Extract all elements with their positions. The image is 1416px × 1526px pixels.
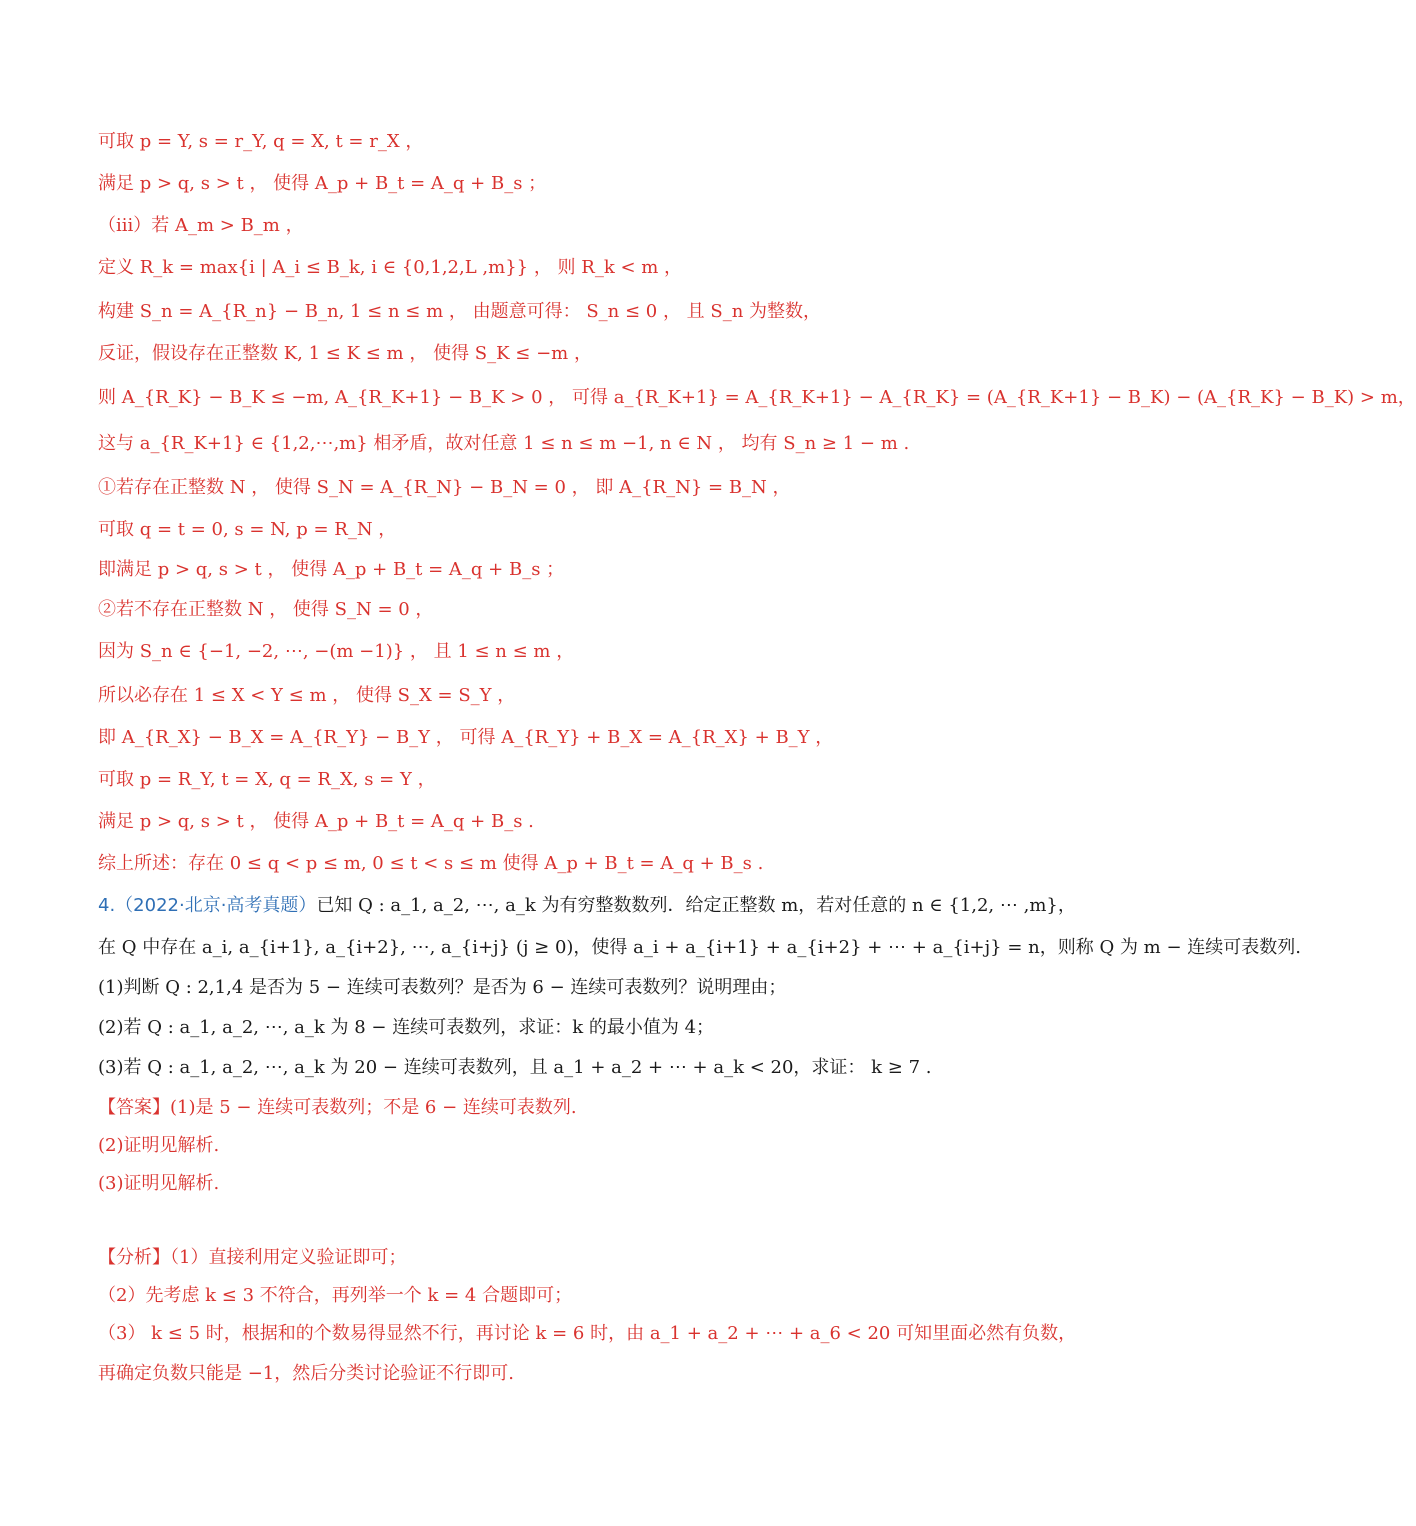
answer-line-3: (3)证明见解析. [98, 1173, 220, 1194]
solution-line-11: 即满足 p > q, s > t ， 使得 A_p + B_t = A_q + B_s ； [98, 559, 565, 580]
solution-line-7: 则 A_{R_K} − B_K ≤ −m, A_{R_K+1} − B_K > 0 ， 可得 a_{R_K+1} = A_{R_K+1} − A_{R_K} = (A_{R_K+1} − B_K) − (A_{R_K} − B_K) > m， [98, 387, 1416, 408]
solution-line-6: 反证，假设存在正整数 K, 1 ≤ K ≤ m ， 使得 S_K ≤ −m ， [98, 343, 592, 364]
problem-stem-line-2: 在 Q 中存在 a_i, a_{i+1}, a_{i+2}, ⋯, a_{i+j} (j ≥ 0)，使得 a_i + a_{i+1} + a_{i+2} + ⋯ + a_{i+j} = n，则称 Q 为 m − 连续可表数列. [98, 937, 1301, 958]
solution-line-13: 因为 S_n ∈ {−1, −2, ⋯, −(m −1)} ， 且 1 ≤ n ≤ m ， [98, 641, 575, 662]
solution-line-5: 构建 S_n = A_{R_n} − B_n, 1 ≤ n ≤ m ， 由题意可得： S_n ≤ 0 ， 且 S_n 为整数， [98, 301, 822, 322]
analysis-line-3: （3） k ≤ 5 时，根据和的个数易得显然不行，再讨论 k = 6 时，由 a_1 + a_2 + ⋯ + a_6 < 20 可知里面必然有负数， [98, 1323, 1077, 1344]
solution-line-14: 所以必存在 1 ≤ X < Y ≤ m ， 使得 S_X = S_Y ， [98, 685, 516, 706]
solution-line-16: 可取 p = R_Y, t = X, q = R_X, s = Y ， [98, 769, 436, 790]
solution-line-15: 即 A_{R_X} − B_X = A_{R_Y} − B_Y ， 可得 A_{R_Y} + B_X = A_{R_X} + B_Y ， [98, 727, 834, 748]
problem-stem-text-1: 已知 Q : a_1, a_2, ⋯, a_k 为有穷整数数列．给定正整数 m，若对任意的 n ∈ {1,2, ⋯ ,m}， [316, 895, 1076, 916]
answer-line-2: (2)证明见解析. [98, 1135, 220, 1156]
solution-line-8: 这与 a_{R_K+1} ∈ {1,2,⋯,m} 相矛盾，故对任意 1 ≤ n ≤ m −1, n ∈ N ， 均有 S_n ≥ 1 − m . [98, 433, 910, 454]
problem-question-2: (2)若 Q : a_1, a_2, ⋯, a_k 为 8 − 连续可表数列，求证：k 的最小值为 4； [98, 1017, 715, 1038]
problem-question-1: (1)判断 Q : 2,1,4 是否为 5 − 连续可表数列？是否为 6 − 连续可表数列？说明理由； [98, 977, 787, 998]
analysis-line-1: 【分析】（1）直接利用定义验证即可； [98, 1247, 407, 1268]
solution-line-17: 满足 p > q, s > t ， 使得 A_p + B_t = A_q + B_s . [98, 811, 534, 832]
analysis-line-4: 再确定负数只能是 −1，然后分类讨论验证不行即可. [98, 1363, 514, 1384]
answer-line-1: 【答案】(1)是 5 − 连续可表数列；不是 6 − 连续可表数列. [98, 1097, 577, 1118]
solution-line-12: ②若不存在正整数 N ， 使得 S_N = 0 ， [98, 599, 434, 620]
solution-line-9: ①若存在正整数 N ， 使得 S_N = A_{R_N} − B_N = 0 ， 即 A_{R_N} = B_N ， [98, 477, 791, 498]
problem-question-3: (3)若 Q : a_1, a_2, ⋯, a_k 为 20 − 连续可表数列，且 a_1 + a_2 + ⋯ + a_k < 20，求证： k ≥ 7 . [98, 1057, 932, 1078]
solution-line-2: 满足 p > q, s > t ， 使得 A_p + B_t = A_q + B_s ； [98, 173, 547, 194]
solution-line-18: 综上所述：存在 0 ≤ q < p ≤ m, 0 ≤ t < s ≤ m 使得 A_p + B_t = A_q + B_s . [98, 853, 764, 874]
problem-number: 4.（2022·北京·高考真题） [98, 895, 317, 916]
problem-stem-line-1 [98, 890, 1076, 922]
solution-line-3: （ⅲ）若 A_m > B_m ， [98, 215, 304, 236]
solution-line-10: 可取 q = t = 0, s = N, p = R_N ， [98, 519, 397, 540]
solution-line-4: 定义 R_k = max{i | A_i ≤ B_k, i ∈ {0,1,2,L ,m}} ， 则 R_k < m ， [98, 257, 683, 278]
analysis-line-2: （2）先考虑 k ≤ 3 不符合，再列举一个 k = 4 合题即可； [98, 1285, 573, 1306]
solution-line-1: 可取 p = Y, s = r_Y, q = X, t = r_X ， [98, 131, 424, 152]
